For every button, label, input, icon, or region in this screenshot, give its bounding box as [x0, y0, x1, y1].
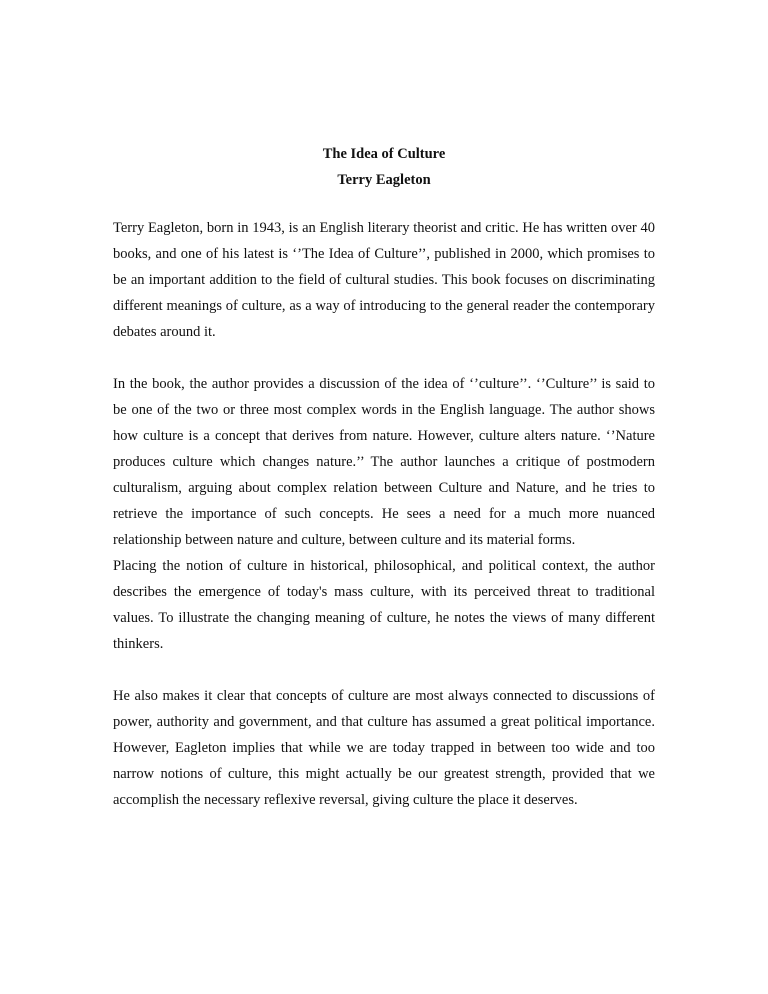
paragraph-1: Terry Eagleton, born in 1943, is an English literary theorist and critic. He has written over 40 books, and one of his latest is ‘’The Idea of Culture’’, published in 2000, which promises to be an important addition to the field of cultural studies. This book focuses on discriminating different meanings of culture, as a way of introducing to the general reader the contemporary debates around it. [113, 220, 655, 340]
paragraph-spacer [113, 345, 655, 371]
document-author: Terry Eagleton [337, 172, 431, 188]
paragraph-4: He also makes it clear that concepts of culture are most always connected to discussions of power, authority and government, and that culture has assumed a great political importance. However, Eagleton implies that while we are today trapped in between too wide and too narrow notions of culture, this might actually be our greatest strength, provided that we accomplish the necessary reflexive reversal, giving culture the place it deserves. [113, 688, 655, 808]
document-title: The Idea of Culture [322, 146, 446, 162]
paragraph-spacer [113, 657, 655, 683]
title-block [0, 141, 768, 193]
paragraph-2: In the book, the author provides a discussion of the idea of ‘’culture’’. ‘’Culture’’ is said to be one of the two or three most complex words in the English language. The author shows how culture is a concept that derives from nature. However, culture alters nature. ‘’Nature produces culture which changes nature.’’ The author launches a critique of postmodern culturalism, arguing about complex relation between Culture and Nature, and he tries to retrieve the importance of such concepts. He sees a need for a much more nuanced relationship between nature and culture, between culture and its material forms. [113, 376, 655, 548]
document-body [113, 215, 655, 813]
paragraph-3: Placing the notion of culture in historical, philosophical, and political context, the author describes the emergence of today's mass culture, with its perceived threat to traditional values. To illustrate the changing meaning of culture, he notes the views of many different thinkers. [113, 558, 655, 652]
